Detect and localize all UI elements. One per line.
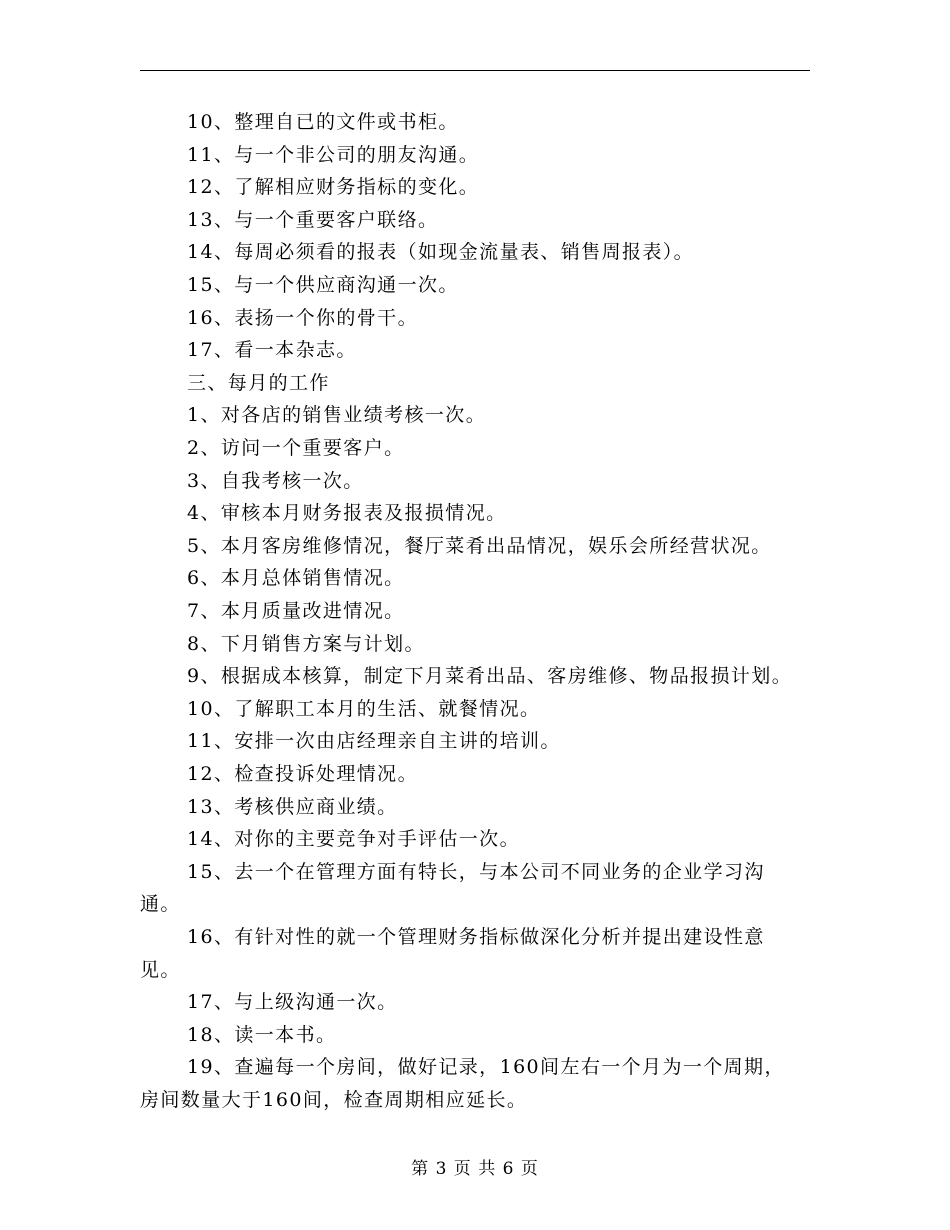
section-heading: 三、每月的工作 xyxy=(187,371,330,394)
paragraph-line: 13、考核供应商业绩。 xyxy=(187,795,398,818)
paragraph-line: 15、与一个供应商沟通一次。 xyxy=(187,274,459,296)
paragraph-line: 14、对你的主要竞争对手评估一次。 xyxy=(187,828,520,851)
paragraph-line: 16、有针对性的就一个管理财务指标做深化分析并提出建设性意 xyxy=(187,926,765,948)
paragraph-line: 14、每周必须看的报表（如现金流量表、销售周报表）。 xyxy=(187,241,695,264)
paragraph-line: 15、去一个在管理方面有特长，与本公司不同业务的企业学习沟 xyxy=(187,860,765,883)
page-footer: 第 3 页 共 6 页 xyxy=(411,1159,539,1179)
paragraph-line: 4、审核本月财务报表及报损情况。 xyxy=(187,502,507,525)
paragraph-line: 1、对各店的销售业绩考核一次。 xyxy=(187,404,487,427)
paragraph-line: 13、与一个重要客户联络。 xyxy=(187,208,439,231)
paragraph-line: 16、表扬一个你的骨干。 xyxy=(187,306,418,329)
paragraph-line: 12、检查投诉处理情况。 xyxy=(187,763,418,785)
paragraph-line: 10、了解职工本月的生活、就餐情况。 xyxy=(187,697,541,720)
paragraph-line: 9、根据成本核算，制定下月菜肴出品、客房维修、物品报损计划。 xyxy=(187,665,793,688)
paragraph-line: 房间数量大于160间，检查周期相应延长。 xyxy=(140,1089,528,1111)
paragraph-line: 11、安排一次由店经理亲自主讲的培训。 xyxy=(187,730,561,753)
paragraph-line: 17、看一本杂志。 xyxy=(187,339,357,362)
paragraph-line: 见。 xyxy=(140,958,181,981)
paragraph-line: 通。 xyxy=(140,893,181,916)
paragraph-line: 7、本月质量改进情况。 xyxy=(187,600,405,622)
header-rule xyxy=(140,70,810,71)
paragraph-line: 18、读一本书。 xyxy=(187,1023,337,1046)
paragraph-line: 11、与一个非公司的朋友沟通。 xyxy=(187,143,480,166)
paragraph-line: 8、下月销售方案与计划。 xyxy=(187,632,425,655)
paragraph-line: 3、自我考核一次。 xyxy=(187,469,364,492)
paragraph-line: 17、与上级沟通一次。 xyxy=(187,991,398,1014)
paragraph-line: 10、整理自已的文件或书柜。 xyxy=(187,111,459,133)
paragraph-line: 19、查遍每一个房间，做好记录，160间左右一个月为一个周期， xyxy=(187,1056,785,1079)
paragraph-line: 5、本月客房维修情况，餐厅菜肴出品情况，娱乐会所经营状况。 xyxy=(187,534,772,557)
paragraph-line: 6、本月总体销售情况。 xyxy=(187,567,405,590)
paragraph-line: 12、了解相应财务指标的变化。 xyxy=(187,176,480,199)
paragraph-line: 2、访问一个重要客户。 xyxy=(187,437,405,459)
